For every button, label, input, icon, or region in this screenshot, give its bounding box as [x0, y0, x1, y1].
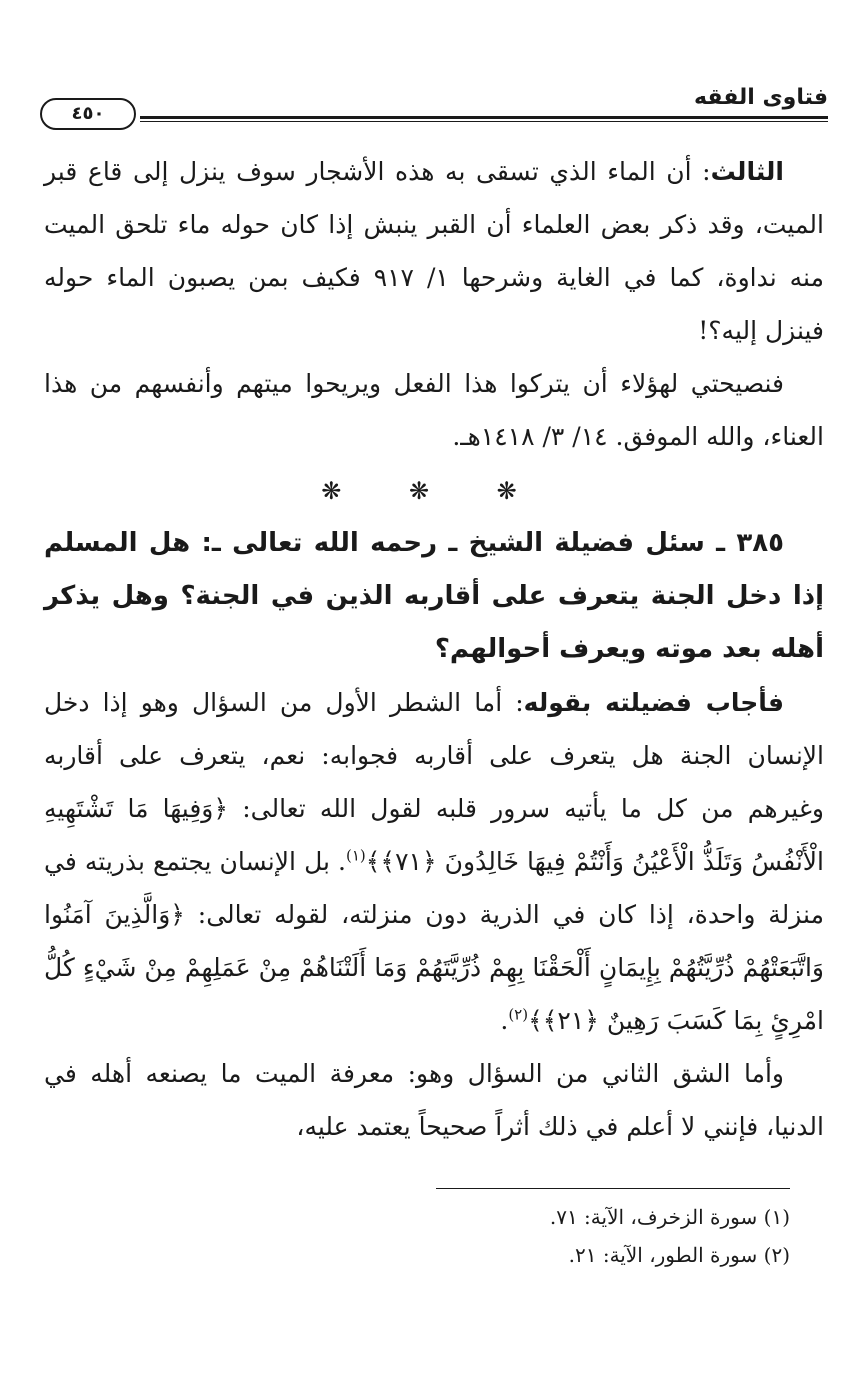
footnote-1: (١) سورة الزخرف، الآية: ٧١. — [549, 1205, 790, 1229]
third-text: : أن الماء الذي تسقى به هذه الأشجار سوف ينزل إلى قاع قبر الميت، وقد ذكر بعض العلماء أن القبر ينبش إذا كان حوله ماء تلحق الميت منه نداوة، كما في الغاية وشرحها ١/ ٩١٧ فكيف بمن يصبون الماء حوله فينزل إليه؟! — [44, 157, 824, 345]
footnote-2: (٢) سورة الطور، الآية: ٢١. — [568, 1243, 790, 1267]
quran-verse-2: ﴿وَالَّذِينَ آمَنُوا وَاتَّبَعَتْهُمْ ذُرِّيَّتُهُمْ بِإِيمَانٍ أَلْحَقْنَا بِهِمْ ذُرِّيَّتَهُمْ وَمَا أَلَتْنَاهُمْ مِنْ عَمَلِهِمْ مِنْ شَيْءٍ كُلُّ امْرِئٍ بِمَا كَسَبَ رَهِينٌ ﴿٢١﴾﴾ — [44, 900, 824, 1035]
third-label: الثالث — [710, 157, 784, 186]
answer-text-2: . بل الإنسان يجتمع بذريته في منزلة واحدة، إذا كان في الذرية دون منزلته، لقوله تعالى: — [44, 847, 824, 929]
header-rule-thin — [140, 121, 828, 122]
page-header — [40, 82, 828, 122]
book-title: فتاوى الفقه — [694, 85, 828, 110]
question-385: ٣٨٥ ـ سئل فضيلة الشيخ ـ رحمه الله تعالى ـ: هل المسلم إذا دخل الجنة يتعرف على أقاربه الذين في الجنة؟ وهل يذكر أهله بعد موته ويعرف أحوالهم؟ — [44, 528, 824, 664]
footnote-ref-2: (٢) — [508, 1005, 529, 1024]
footnotes — [44, 1198, 790, 1274]
paragraph-second-part: وأما الشق الثاني من السؤال وهو: معرفة الميت ما يصنعه أهله في الدنيا، فإنني لا أعلم في ذلك أثراً صحيحاً يعتمد عليه، — [44, 1059, 824, 1141]
paragraph-third-point — [44, 145, 824, 357]
quran-verse-1: ﴿وَفِيهَا مَا تَشْتَهِيهِ الْأَنْفُسُ وَتَلَذُّ الْأَعْيُنُ وَأَنْتُمْ فِيهَا خَالِدُونَ ﴿٧١﴾﴾ — [44, 794, 824, 876]
page-body — [44, 145, 824, 1153]
footnote-rule — [436, 1188, 790, 1189]
page-number: ٤٥٠ — [40, 98, 136, 130]
answer-text-1: : أما الشطر الأول من السؤال وهو إذا دخل الإنسان الجنة هل يتعرف على أقاربه فجوابه: نعم، يتعرف على أقاربه وغيرهم من كل ما يأتيه سرور قلبه لقول الله تعالى: — [44, 688, 824, 823]
footnote-ref-1: (١) — [346, 846, 366, 865]
paragraph-answer — [44, 676, 824, 1047]
answer-label: فأجاب فضيلته بقوله — [523, 688, 784, 717]
section-separator: ❋ ❋ ❋ — [321, 477, 547, 505]
answer-text-3: . — [500, 1006, 509, 1035]
header-rule — [140, 116, 828, 119]
paragraph-advice: فنصيحتي لهؤلاء أن يتركوا هذا الفعل ويريحوا ميتهم وأنفسهم من هذا العناء، والله الموفق. ١٤/ ٣/ ١٤١٨هـ. — [44, 369, 824, 451]
